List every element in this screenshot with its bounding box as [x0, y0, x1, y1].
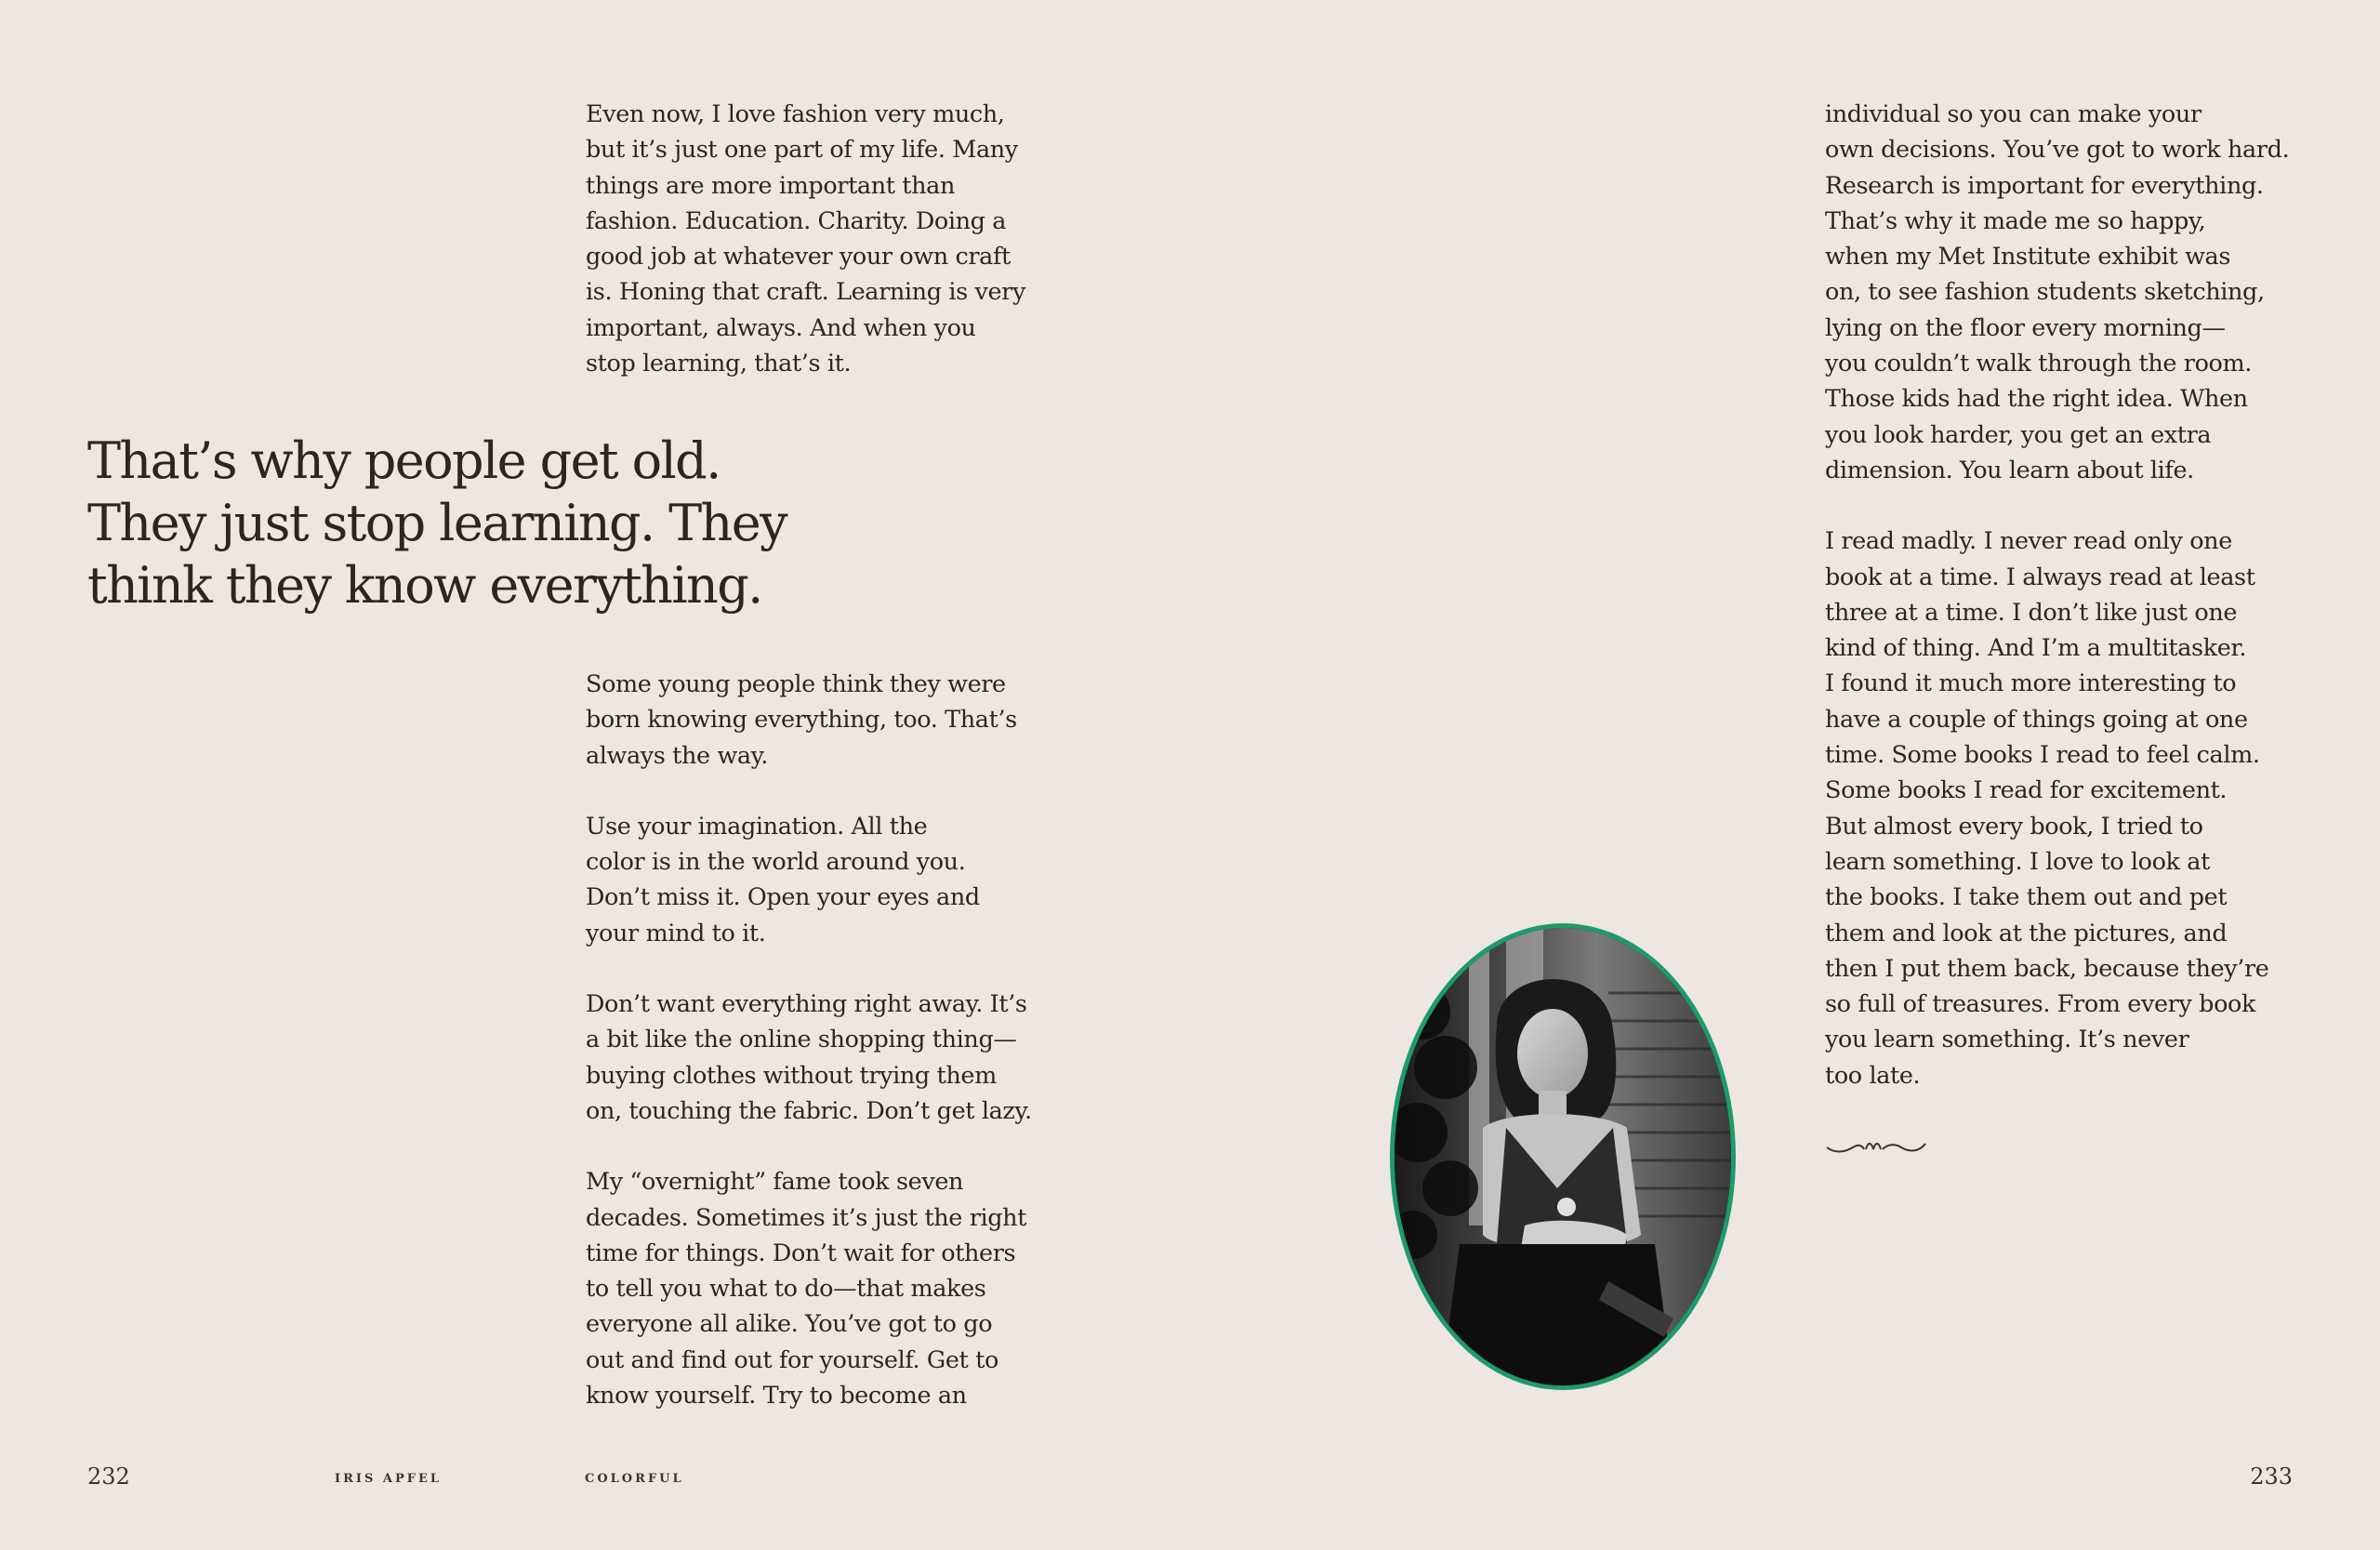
- running-head-author: IRIS APFEL: [335, 1472, 443, 1486]
- page-number-right: 233: [2250, 1464, 2293, 1490]
- portrait-image: [1395, 928, 1731, 1385]
- paragraph: I read madly. I never read only one book at a time. I always read at least three at a time. I don’t like just one kind of thing. And I’m a multitasker. I found it much more interesting to have a couple of things going at one time. Some books I read to feel calm. Some books I read for excitement. But almost every book, I tried to learn something. I love to look at the books. I take them out and pet them and look at the pictures, and then I put them back, because they’re so full of treasures. From every book you learn something. It’s never too late.: [1825, 527, 2269, 1090]
- paragraph: Use your imagination. All the color is in the world around you. Don’t miss it. Open your eyes and your mind to it.: [586, 812, 980, 947]
- paragraph: My “overnight” fame took seven decades. Sometimes it’s just the right time for things. Don’t wait for others to tell you what to do—that makes everyone all alike. You’ve got to go out and find out for yourself. Get to know yourself. Try to become an: [586, 1168, 1027, 1411]
- portrait-photo: [1390, 923, 1736, 1390]
- running-head-title: COLORFUL: [585, 1472, 684, 1486]
- page-number-left: 232: [87, 1464, 130, 1490]
- left-column-top: [586, 97, 1078, 417]
- left-column-bottom: [586, 667, 1078, 1449]
- paragraph: Some young people think they were born knowing everything, too. That’s always the way.: [586, 670, 1017, 770]
- right-column: [1825, 97, 2318, 1129]
- paragraph: Even now, I love fashion very much, but it’s just one part of my life. Many things are more important than fashion. Education. Charity. Doing a good job at whatever your own craft is. Honing that craft. Learning is very important, always. And when you stop learning, that’s it.: [586, 100, 1025, 378]
- right-page: [1190, 0, 2380, 1550]
- swash-ornament-icon: [1825, 1134, 1927, 1159]
- paragraph: Don’t want everything right away. It’s a bit like the online shopping thing— buying clothes without trying them on, touching the fabric. Don’t get lazy.: [586, 990, 1032, 1125]
- paragraph: individual so you can make your own decisions. You’ve got to work hard. Research is important for everything. That’s why it made me so happy, when my Met Institute exhibit was on, to see fashion students sketching, lying on the floor every morning— you couldn’t walk through the room. Those kids had the right idea. When you look harder, you get an extra dimension. You learn about life.: [1825, 100, 2290, 484]
- pull-quote: That’s why people get old. They just stop learning. They think they know everything.: [87, 431, 787, 615]
